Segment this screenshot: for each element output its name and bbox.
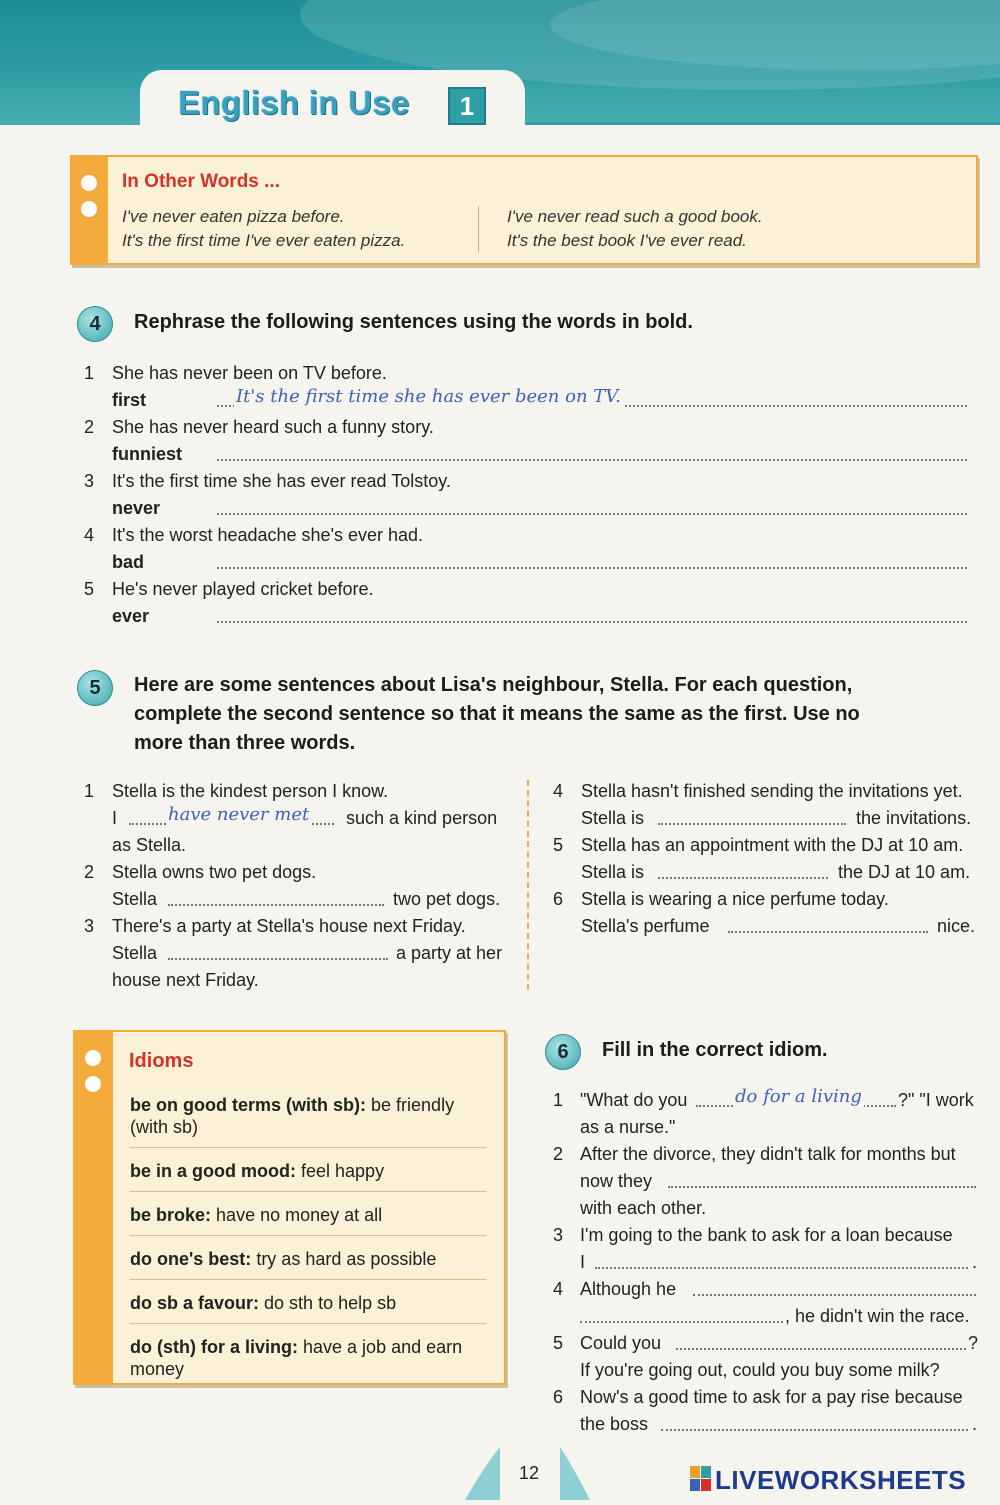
item-sentence: Stella is wearing a nice perfume today. xyxy=(581,889,889,909)
answer-field[interactable] xyxy=(676,1336,966,1350)
prompt-text: nice. xyxy=(937,916,976,936)
item-number: 2 xyxy=(553,1144,564,1164)
example-line: It's the first time I've ever eaten pizza. xyxy=(122,231,406,250)
prompt-text: . xyxy=(972,1414,978,1434)
idiom-entry xyxy=(130,1248,486,1270)
banner-divider xyxy=(525,122,1000,125)
list-item xyxy=(553,1087,983,1114)
answer-field[interactable] xyxy=(693,1282,976,1296)
list-item xyxy=(84,468,974,495)
bullet-icon xyxy=(81,201,97,217)
list-item xyxy=(553,778,983,805)
key-word: bad xyxy=(112,552,145,572)
item-number: 4 xyxy=(553,1279,564,1299)
prompt-text: a party at her xyxy=(396,943,503,963)
prompt-text: Stella xyxy=(112,943,158,963)
list-item xyxy=(553,1141,983,1168)
page-title: English in Use xyxy=(178,84,410,121)
answer-row xyxy=(84,441,974,468)
prompt-text: such a kind person xyxy=(346,808,498,828)
prompt-text: Stella's perfume xyxy=(581,916,710,936)
prompt-text: Could you xyxy=(580,1333,662,1353)
column-divider xyxy=(527,780,529,990)
answer-row xyxy=(84,940,514,967)
answer-row xyxy=(553,913,983,940)
answer-text[interactable]: do for a living xyxy=(733,1083,864,1110)
in-other-words-title: In Other Words ... xyxy=(122,171,280,192)
answer-text[interactable]: It's the first time she has ever been on TV. xyxy=(234,383,623,410)
divider xyxy=(130,1235,486,1236)
example-line: I've never read such a good book. xyxy=(507,207,763,226)
list-item xyxy=(84,913,514,940)
idiom-term: do sb a favour: xyxy=(130,1293,260,1313)
answer-field[interactable] xyxy=(658,811,846,825)
exercise-5-number: 5 xyxy=(77,670,113,706)
prompt-text: with each other. xyxy=(580,1198,707,1218)
item-sentence: It's the worst headache she's ever had. xyxy=(112,525,424,545)
prompt-text: ? xyxy=(968,1333,979,1353)
item-number: 4 xyxy=(84,525,95,545)
item-sentence: Stella hasn't finished sending the invitations yet. xyxy=(581,781,963,801)
item-number: 5 xyxy=(553,835,564,855)
list-item xyxy=(84,576,974,603)
item-sentence: There's a party at Stella's house next Friday. xyxy=(112,916,466,936)
key-word: funniest xyxy=(112,444,182,464)
page-number: 12 xyxy=(519,1463,540,1483)
idioms-list xyxy=(130,1094,486,1380)
list-item xyxy=(553,886,983,913)
divider xyxy=(130,1147,486,1148)
prompt-text: the invitations. xyxy=(856,808,972,828)
key-word: never xyxy=(112,498,161,518)
item-number: 5 xyxy=(553,1333,564,1353)
idiom-term: do one's best: xyxy=(130,1249,252,1269)
idiom-entry xyxy=(130,1336,486,1380)
list-item xyxy=(84,414,974,441)
prompt-text: Now's a good time to ask for a pay rise because xyxy=(580,1387,963,1407)
item-number: 3 xyxy=(553,1225,564,1245)
instruction-line: more than three words. xyxy=(134,732,356,754)
idiom-entry xyxy=(130,1160,486,1182)
box-strip xyxy=(73,1030,113,1385)
exercise-6-instruction: Fill in the correct idiom. xyxy=(602,1039,828,1061)
idiom-definition: try as hard as possible xyxy=(256,1249,437,1269)
brand-text[interactable]: LIVEWORKSHEETS xyxy=(715,1465,967,1495)
example-line: I've never eaten pizza before. xyxy=(122,207,345,226)
list-item xyxy=(553,1276,983,1303)
answer-field[interactable] xyxy=(668,1174,976,1188)
item-sentence: Stella is the kindest person I know. xyxy=(112,781,389,801)
list-item xyxy=(84,522,974,549)
exercise-6-list xyxy=(553,1087,983,1438)
list-item xyxy=(553,1384,983,1411)
idiom-term: be broke: xyxy=(130,1205,212,1225)
prompt-text: house next Friday. xyxy=(112,970,259,990)
item-number: 3 xyxy=(84,471,95,491)
exercise-5-left-column xyxy=(84,778,514,994)
item-number: 5 xyxy=(84,579,95,599)
answer-field[interactable] xyxy=(217,447,967,461)
idiom-definition: have a job and earn xyxy=(303,1337,463,1357)
exercise-4-instruction: Rephrase the following sentences using the words in bold. xyxy=(134,311,693,333)
idiom-entry xyxy=(130,1292,486,1314)
divider xyxy=(130,1323,486,1324)
answer-row xyxy=(553,859,983,886)
prompt-text: two pet dogs. xyxy=(393,889,501,909)
idiom-definition: feel happy xyxy=(301,1161,385,1181)
answer-field[interactable] xyxy=(168,946,388,960)
prompt-text: . xyxy=(972,1252,978,1272)
answer-field[interactable] xyxy=(661,1417,968,1431)
idiom-term: be in a good mood: xyxy=(130,1161,296,1181)
prompt-text: I'm going to the bank to ask for a loan because xyxy=(580,1225,953,1245)
prompt-text: I xyxy=(112,808,118,828)
idiom-definition: money xyxy=(130,1359,185,1379)
prompt-text: , he didn't win the race. xyxy=(785,1306,970,1326)
answer-row xyxy=(84,805,514,832)
answer-field[interactable] xyxy=(217,555,967,569)
exercise-4-number: 4 xyxy=(77,306,113,342)
bullet-icon xyxy=(81,175,97,191)
item-number: 1 xyxy=(84,781,95,801)
idiom-entry xyxy=(130,1094,486,1138)
prompt-text: ?" "I work xyxy=(898,1090,974,1110)
prompt-text: "What do you xyxy=(580,1090,688,1110)
answer-row xyxy=(553,805,983,832)
item-number: 3 xyxy=(84,916,95,936)
answer-field[interactable] xyxy=(168,892,384,906)
idioms-title: Idioms xyxy=(129,1050,194,1072)
answer-field[interactable] xyxy=(580,1309,783,1323)
answer-row xyxy=(84,387,974,414)
bullet-icon xyxy=(85,1050,101,1066)
idiom-definition: be friendly xyxy=(371,1095,455,1115)
item-number: 2 xyxy=(84,417,95,437)
item-sentence: It's the first time she has ever read Tolstoy. xyxy=(112,471,451,491)
answer-row xyxy=(553,1303,983,1330)
key-word: first xyxy=(112,390,147,410)
prompt-text: Although he xyxy=(580,1279,677,1299)
list-item xyxy=(553,832,983,859)
item-sentence: She has never heard such a funny story. xyxy=(112,417,434,437)
idiom-definition: do sth to help sb xyxy=(264,1293,397,1313)
idiom-term: be on good terms (with sb): xyxy=(130,1095,366,1115)
divider xyxy=(478,206,479,252)
liveworksheets-logo-icon xyxy=(690,1466,712,1492)
idiom-definition: (with sb) xyxy=(130,1117,199,1137)
answer-field[interactable] xyxy=(658,865,828,879)
prompt-text: After the divorce, they didn't talk for months but xyxy=(580,1144,956,1164)
item-sentence: He's never played cricket before. xyxy=(112,579,374,599)
answer-field[interactable] xyxy=(217,501,967,515)
item-number: 2 xyxy=(84,862,95,882)
key-word: ever xyxy=(112,606,150,626)
item-sentence: She has never been on TV before. xyxy=(112,363,387,383)
item-sentence: Stella owns two pet dogs. xyxy=(112,862,317,882)
iow-left-example xyxy=(122,205,405,253)
item-number: 1 xyxy=(84,363,95,383)
idiom-entry xyxy=(130,1204,486,1226)
answer-row xyxy=(84,886,514,913)
idiom-definition: have no money at all xyxy=(216,1205,383,1225)
answer-field[interactable] xyxy=(217,609,967,623)
iow-right-example xyxy=(507,205,763,253)
prompt-text: the DJ at 10 am. xyxy=(838,862,971,882)
answer-text[interactable]: have never met xyxy=(166,801,311,828)
exercise-6-number: 6 xyxy=(545,1034,581,1070)
prompt-text: the boss xyxy=(580,1414,649,1434)
idiom-term: do (sth) for a living: xyxy=(130,1337,298,1357)
instruction-line: Here are some sentences about Lisa's neighbour, Stella. For each question, xyxy=(134,674,853,696)
item-number: 1 xyxy=(553,1090,564,1110)
prompt-text: I xyxy=(580,1252,586,1272)
answer-row xyxy=(84,549,974,576)
example-line: It's the best book I've ever read. xyxy=(507,231,747,250)
unit-badge: 1 xyxy=(448,87,486,125)
list-item xyxy=(553,1222,983,1249)
list-item xyxy=(84,859,514,886)
prompt-text: Stella is xyxy=(581,808,645,828)
exercise-4-list xyxy=(84,360,974,630)
bullet-icon xyxy=(85,1076,101,1092)
exercise-5-right-column xyxy=(553,778,983,940)
answer-row xyxy=(553,1249,983,1276)
box-strip xyxy=(70,155,108,265)
prompt-text: as a nurse." xyxy=(580,1117,676,1137)
item-number: 6 xyxy=(553,889,564,909)
prompt-text: as Stella. xyxy=(112,835,187,855)
item-sentence: Stella has an appointment with the DJ at 10 am. xyxy=(581,835,964,855)
item-number: 6 xyxy=(553,1387,564,1407)
divider xyxy=(130,1279,486,1280)
list-item xyxy=(553,1330,983,1357)
exercise-5-instruction xyxy=(134,671,984,758)
instruction-line: complete the second sentence so that it means the same as the first. Use no xyxy=(134,703,860,725)
answer-field[interactable] xyxy=(728,919,928,933)
answer-row xyxy=(553,1411,983,1438)
answer-row xyxy=(553,1168,983,1195)
item-number: 4 xyxy=(553,781,564,801)
prompt-text: Stella is xyxy=(581,862,645,882)
answer-row xyxy=(84,495,974,522)
answer-row xyxy=(84,603,974,630)
prompt-text: now they xyxy=(580,1171,653,1191)
answer-field[interactable] xyxy=(595,1255,968,1269)
prompt-text: If you're going out, could you buy some milk? xyxy=(580,1360,940,1380)
divider xyxy=(130,1191,486,1192)
prompt-text: Stella xyxy=(112,889,158,909)
